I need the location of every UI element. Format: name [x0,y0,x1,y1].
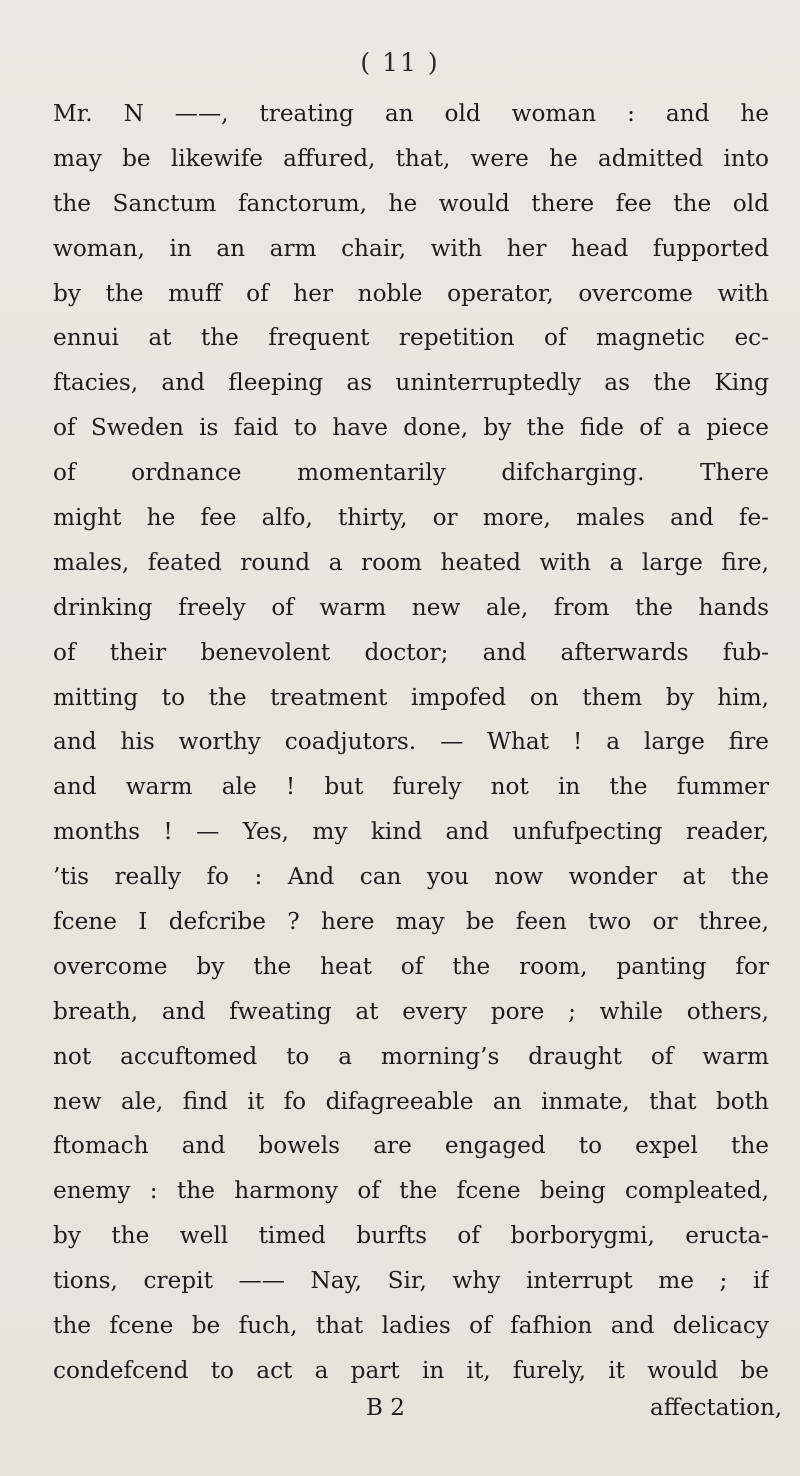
text-line: and warm ale ! but furely not in the fummer [53,773,769,801]
text-line: by the well timed burfts of borborygmi, eructa- [53,1222,769,1250]
text-line: condefcend to act a part in it, furely, it would be [53,1356,769,1384]
text-line: and his worthy coadjutors. — What ! a large fire [53,728,769,756]
text-line: drinking freely of warm new ale, from the hands [53,593,769,621]
text-line: the fcene be fuch, that ladies of fafhion and delicacy [53,1312,769,1340]
text-line: overcome by the heat of the room, panting for [53,952,769,980]
catchword: affectation, [650,1395,783,1421]
page-footer [0,1386,800,1430]
text-line: of ordnance momentarily difcharging. There [53,459,769,487]
text-line: tions, crepit —— Nay, Sir, why interrupt me ; if [53,1267,769,1295]
text-line: not accuftomed to a morning’s draught of warm [53,1042,769,1070]
text-line: the Sanctum fanctorum, he would there fee the old [53,189,769,217]
text-line: enemy : the harmony of the fcene being compleated, [53,1177,769,1205]
text-line: of their benevolent doctor; and afterwards fub- [53,638,769,666]
text-line: of Sweden is faid to have done, by the fide of a piece [53,414,769,442]
text-line: breath, and fweating at every pore ; while others, [53,997,769,1025]
text-line: ftacies, and fleeping as uninterruptedly as the King [53,369,769,397]
text-line: ennui at the frequent repetition of magnetic ec- [53,324,769,352]
text-line: new ale, find it fo difagreeable an inmate, that both [53,1087,769,1115]
page-number: ( 11 ) [360,48,440,77]
text-line: may be likewife affured, that, were he admitted into [53,144,769,172]
text-line: woman, in an arm chair, with her head fupported [53,234,769,262]
text-line: months ! — Yes, my kind and unfufpecting reader, [53,818,769,846]
signature-mark: B 2 [366,1395,405,1421]
text-line: males, feated round a room heated with a large fire, [53,548,769,576]
text-line: ftomach and bowels are engaged to expel the [53,1132,769,1160]
body-text [53,92,769,1394]
text-line: mitting to the treatment impofed on them by him, [53,683,769,711]
text-line: fcene I defcribe ? here may be feen two or three, [53,908,769,936]
text-line: ’tis really fo : And can you now wonder at the [53,863,769,891]
text-line: by the muff of her noble operator, overcome with [53,279,769,307]
text-line: Mr. N ——, treating an old woman : and he [53,100,769,127]
text-line: might he fee alfo, thirty, or more, males and fe- [53,504,769,532]
